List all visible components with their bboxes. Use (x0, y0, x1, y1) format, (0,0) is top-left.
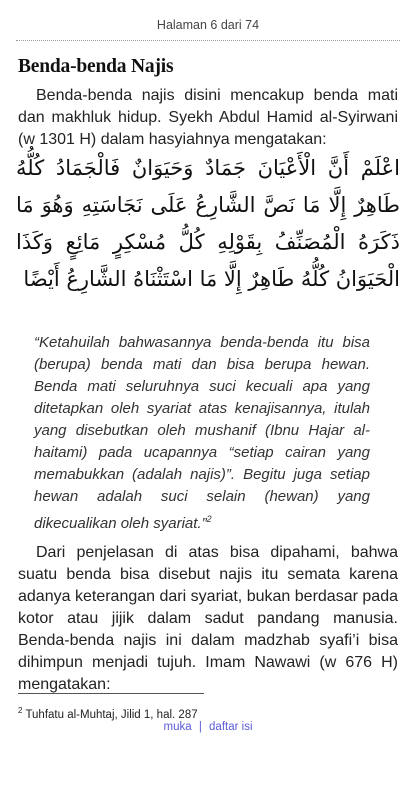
table-of-contents-link[interactable]: daftar isi (209, 721, 253, 733)
body-paragraph: Dari penjelasan di atas bisa dipahami, bahwa suatu benda bisa disebut najis itu semata karena adanya keterangan dari syariat, bukan berdasar pada kotor atau jijik dalam sadut pandang manusia. Benda-benda najis ini dalam madzhab syafi’i bisa dihimpun menjadi tujuh. Imam Nawawi (w 676 H) mengatakan: (18, 544, 398, 693)
arabic-quotation: اعْلَمْ أَنَّ الْأَعْيَانَ جَمَادٌ وَحَيَوَانٌ فَالْجَمَادُ كُلُّهُ طَاهِرٌ إِلَّا مَا نَصَّ الشَّارِعُ عَلَى نَجَاسَتِهِ وَهُوَ مَا ذَكَرَهُ الْمُصَنِّفُ بِقَوْلِهِ كُلُّ مُسْكِرٍ مَائِعٍ وَكَذَا الْحَيَوَانُ كُلُّهُ طَاهِرٌ إِلَّا مَا اسْتَثْنَاهُ الشَّارِعُ أَيْضًا (16, 156, 400, 291)
translation-quote (34, 332, 370, 535)
footer-separator: | (198, 721, 202, 733)
footnote (18, 706, 198, 721)
home-link[interactable]: muka (163, 721, 192, 733)
translation-text: “Ketahuilah bahwasannya benda-benda itu bisa (berupa) benda mati dan bisa berupa hewan. Benda mati seluruhnya suci kecuali apa yang ditetapkan oleh syariat atas kenajisannya, itulah yang disebutkan oleh mushanif (Ibnu Hajar al-haitami) pada ucapannya “setiap cairan yang memabukkan (adalah najis)”. Begitu juga setiap hewan adalah suci selain (hewan) yang dikecualikan oleh syariat.” (34, 334, 370, 532)
footnote-text: Tuhfatu al-Muhtaj, Jilid 1, hal. 287 (22, 708, 198, 721)
footer-navigation (0, 721, 416, 733)
footnote-reference[interactable]: 2 (206, 514, 212, 524)
footnote-divider (18, 693, 204, 694)
section-title: Benda-benda Najis (18, 56, 174, 77)
footnote-number: 2 (18, 706, 23, 715)
page-indicator: Halaman 6 dari 74 (156, 18, 260, 32)
header-divider (16, 40, 400, 41)
intro-paragraph: Benda-benda najis disini mencakup benda mati dan makhluk hidup. Syekh Abdul Hamid al-Syirwani (w 1301 H) dalam hasyiahnya mengatakan: (18, 87, 398, 148)
